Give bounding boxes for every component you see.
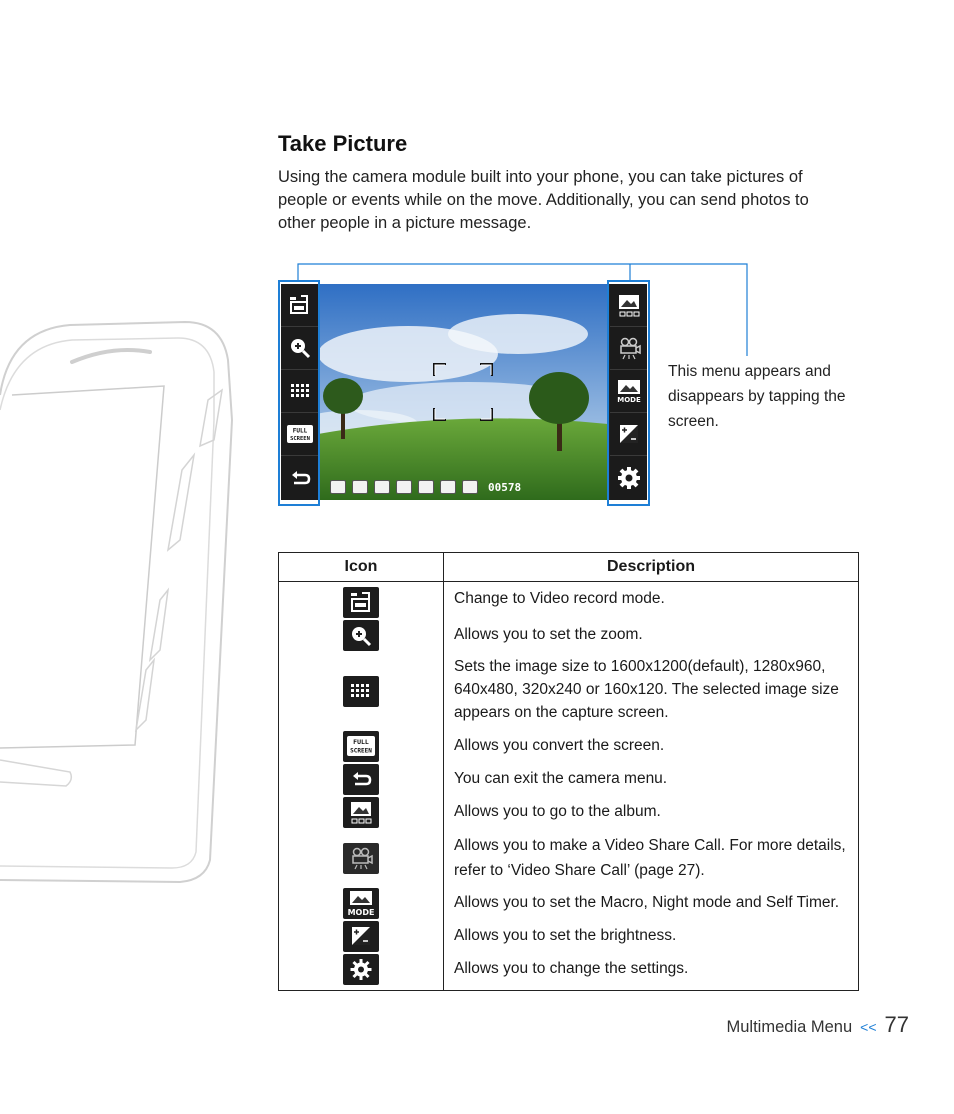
table-header-row <box>279 553 859 582</box>
svg-text:FULL: FULL <box>353 738 369 746</box>
page-number: 77 <box>884 1012 909 1037</box>
table-row <box>279 729 859 762</box>
table-row <box>279 651 859 729</box>
row-description: Sets the image size to 1600x1200(default), 1280x960, 640x480, 320x240 or 160x120. The selected image size appears on the capture screen. <box>444 651 859 729</box>
icon-description-table <box>278 552 859 991</box>
callout-text: This menu appears and disappears by tapping the screen. <box>668 363 846 430</box>
stabilizer-off-icon <box>352 480 368 494</box>
capture-status-bar <box>330 478 521 496</box>
mode-icon <box>343 888 379 919</box>
row-description: Allows you to go to the album. <box>444 795 859 828</box>
left-menu-highlight <box>278 280 320 506</box>
icon-column-header: Icon <box>279 553 444 582</box>
memory-icon <box>462 480 478 494</box>
description-column-header: Description <box>444 553 859 582</box>
row-description: Allows you to set the Macro, Night mode and Self Timer. <box>444 886 859 919</box>
svg-text:SCREEN: SCREEN <box>350 747 372 755</box>
table-row <box>279 952 859 990</box>
resolution-icon <box>418 480 434 494</box>
intro-paragraph: Using the camera module built into your phone, you can take pictures of people or events while on the move. Additionally, you can send photos to other people in a picture message. <box>278 168 809 232</box>
footer-section-name: Multimedia Menu <box>726 1018 853 1036</box>
table-row <box>279 618 859 651</box>
row-description: You can exit the camera menu. <box>444 762 859 795</box>
table-row <box>279 795 859 828</box>
table-row <box>279 919 859 952</box>
album-icon <box>343 797 379 828</box>
footer-arrows: << <box>860 1019 877 1035</box>
camera-status-icon <box>330 480 346 494</box>
white-balance-icon <box>374 480 390 494</box>
svg-text:SCREEN: SCREEN <box>289 436 310 442</box>
svg-text:MODE: MODE <box>347 908 375 917</box>
table-row <box>279 582 859 619</box>
image-size-icon <box>343 676 379 707</box>
row-description: Allows you to set the zoom. <box>444 618 859 651</box>
right-menu-highlight <box>607 280 650 506</box>
table-row <box>279 828 859 886</box>
row-description: Allows you to set the brightness. <box>444 919 859 952</box>
video-share-icon <box>343 843 379 874</box>
viewfinder-photo <box>318 284 608 500</box>
brightness-icon <box>343 921 379 952</box>
shots-remaining-counter: 00578 <box>488 480 522 494</box>
svg-text:MODE: MODE <box>616 396 641 404</box>
quality-icon <box>440 480 456 494</box>
back-icon <box>343 764 379 795</box>
row-description: Allows you to make a Video Share Call. For more details, refer to ‘Video Share Call’ (page 27). <box>444 828 859 886</box>
full-screen-icon <box>343 731 379 762</box>
row-description: Change to Video record mode. <box>444 582 859 619</box>
camera-screen[interactable] <box>281 284 647 500</box>
phone-illustration <box>0 0 260 1114</box>
effect-icon <box>396 480 412 494</box>
settings-icon <box>343 954 379 985</box>
table-row <box>279 886 859 919</box>
row-description: Allows you to change the settings. <box>444 952 859 990</box>
section-title: Take Picture <box>278 131 408 156</box>
row-description: Allows you convert the screen. <box>444 729 859 762</box>
page-footer <box>727 1012 909 1038</box>
svg-text:FULL: FULL <box>292 427 307 435</box>
video-switch-icon <box>343 587 379 618</box>
zoom-icon <box>343 620 379 651</box>
table-row <box>279 762 859 795</box>
